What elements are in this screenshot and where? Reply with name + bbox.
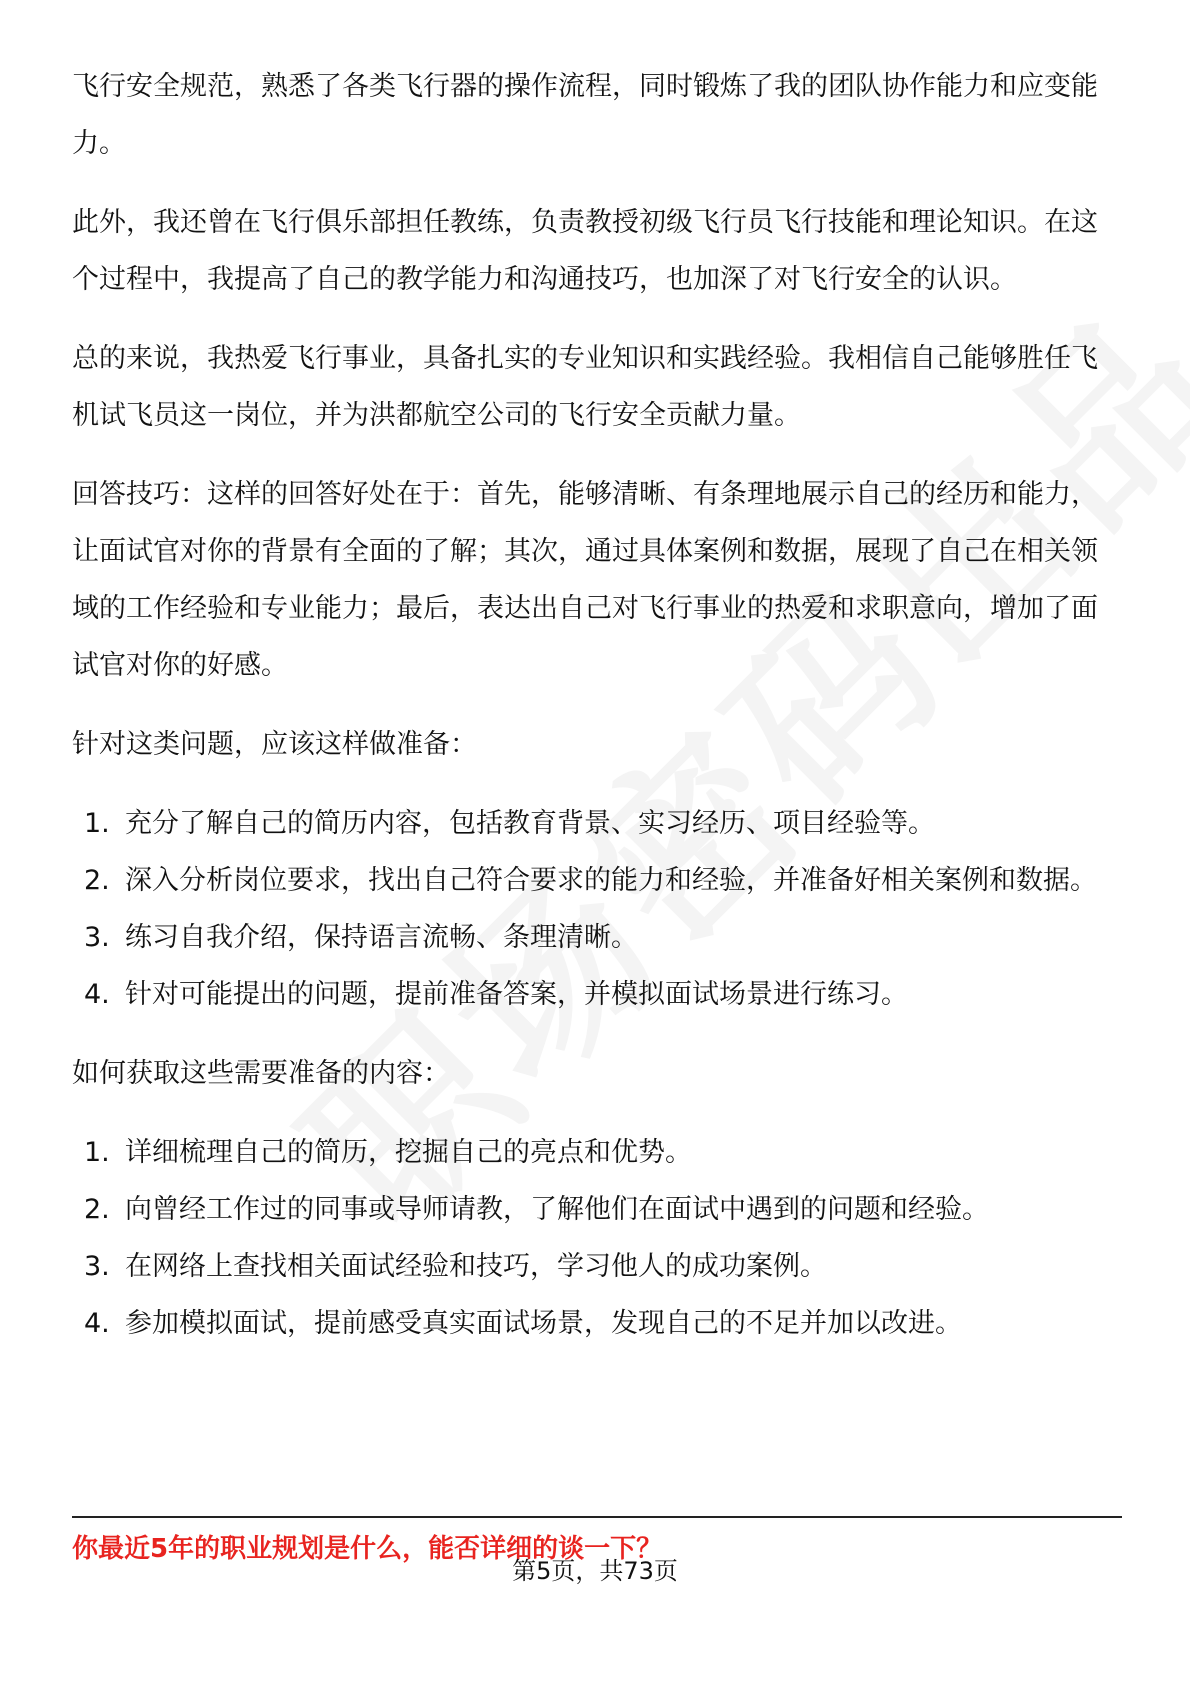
list-item-text: 深入分析岗位要求，找出自己符合要求的能力和经验，并准备好相关案例和数据。 [125,865,1097,896]
list-item [72,1181,1122,1238]
list-number: 1. [84,1137,110,1168]
list-item [72,1295,1122,1352]
paragraph-flight-safety: 飞行安全规范，熟悉了各类飞行器的操作流程，同时锻炼了我的团队协作能力和应变能力。 [72,71,1098,159]
list-item-text: 练习自我介绍，保持语言流畅、条理清晰。 [125,922,638,953]
document-body [72,58,1122,1374]
list-item [72,1124,1122,1181]
list-item-text: 参加模拟面试，提前感受真实面试场景，发现自己的不足并加以改进。 [125,1308,962,1339]
list-item [72,966,1122,1023]
obtain-list [72,1124,1122,1352]
list-item [72,795,1122,852]
list-item [72,1238,1122,1295]
list-number: 4. [84,1308,110,1339]
list-number: 2. [84,1194,110,1225]
list-number: 2. [84,865,110,896]
paragraph-summary: 总的来说，我热爱飞行事业，具备扎实的专业知识和实践经验。我相信自己能够胜任飞机试飞员这一岗位，并为洪都航空公司的飞行安全贡献力量。 [72,343,1098,431]
list-item-text: 在网络上查找相关面试经验和技巧，学习他人的成功案例。 [125,1251,827,1282]
list-number: 1. [84,808,110,839]
prep-list [72,795,1122,1023]
obtain-heading: 如何获取这些需要准备的内容： [72,1058,450,1089]
list-item-text: 详细梳理自己的简历，挖掘自己的亮点和优势。 [125,1137,692,1168]
paragraph-coach-experience: 此外，我还曾在飞行俱乐部担任教练，负责教授初级飞行员飞行技能和理论知识。在这个过程中，我提高了自己的教学能力和沟通技巧，也加深了对飞行安全的认识。 [72,207,1098,295]
prep-heading: 针对这类问题，应该这样做准备： [72,729,477,760]
paragraph-answer-tips: 回答技巧：这样的回答好处在于：首先，能够清晰、有条理地展示自己的经历和能力，让面试官对你的背景有全面的了解；其次，通过具体案例和数据，展现了自己在相关领域的工作经验和专业能力；最后，表达出自己对飞行事业的热爱和求职意向，增加了面试官对你的好感。 [72,479,1098,681]
list-number: 3. [84,922,110,953]
list-item [72,852,1122,909]
list-item-text: 针对可能提出的问题，提前准备答案，并模拟面试场景进行练习。 [125,979,908,1010]
list-number: 4. [84,979,110,1010]
list-item-text: 充分了解自己的简历内容，包括教育背景、实习经历、项目经验等。 [125,808,935,839]
list-number: 3. [84,1251,110,1282]
section-divider [72,1516,1122,1518]
next-question-heading: 你最近5年的职业规划是什么，能否详细的谈一下？ [72,1534,663,1564]
list-item [72,909,1122,966]
list-item-text: 向曾经工作过的同事或导师请教，了解他们在面试中遇到的问题和经验。 [125,1194,989,1225]
page-number: 第5页，共73页 [512,1557,678,1585]
